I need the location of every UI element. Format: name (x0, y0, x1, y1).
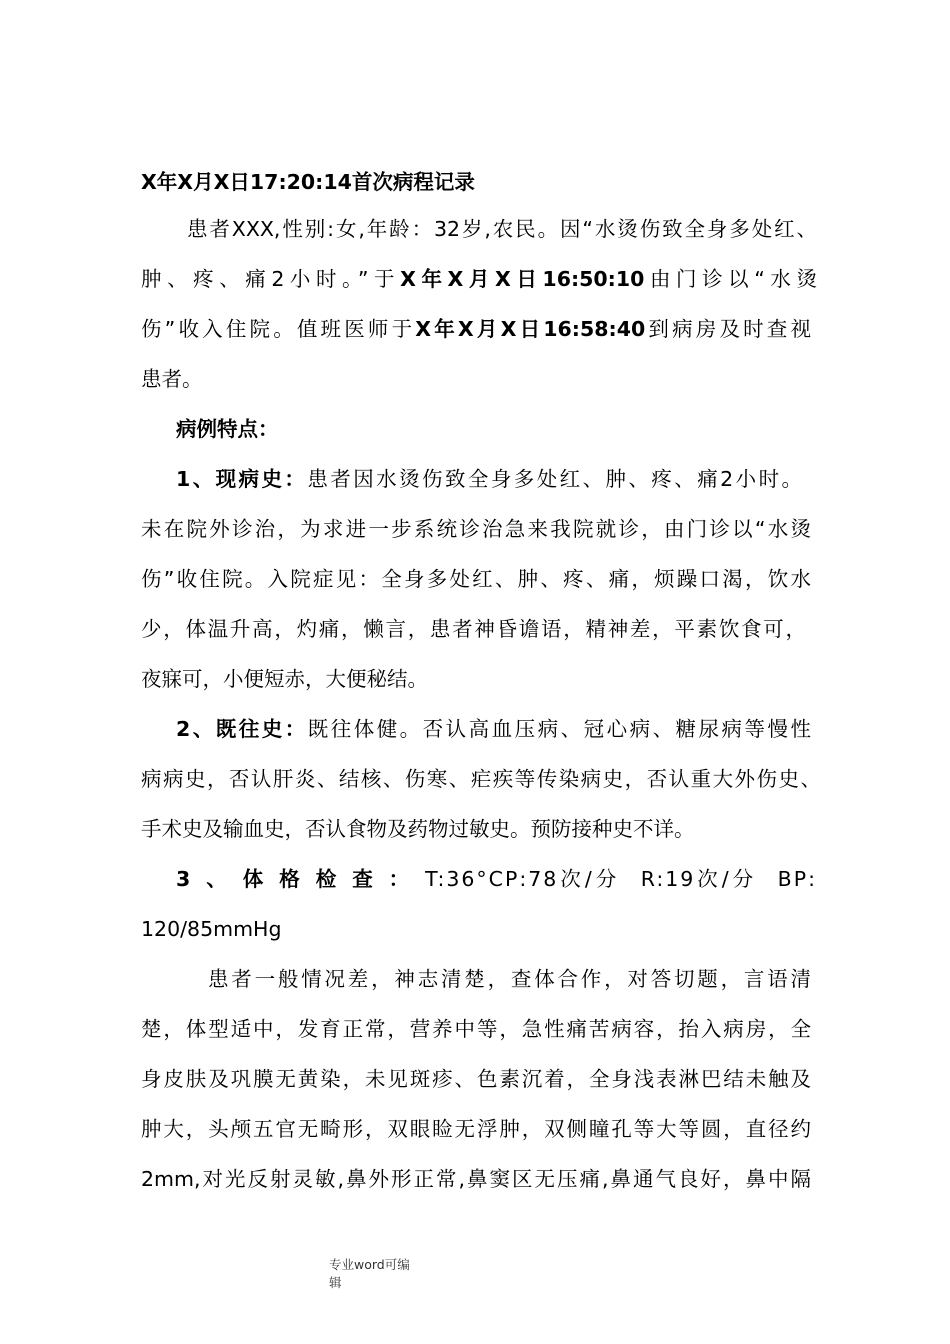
vital-signs: T:36°CP:78次/分 R:19次/分 BP: (425, 867, 817, 891)
physical-exam-heading: 3、体格检查： (176, 867, 426, 891)
intro-line-3-tail: 到病房及时查视 (645, 317, 811, 341)
page-footer (329, 1256, 410, 1292)
footer-line-1: 专业word可编 (329, 1257, 410, 1272)
present-history-heading: 1、现病史： (176, 467, 308, 491)
intro-line-2-tail: 由门诊以“水烫 (644, 267, 817, 291)
exam-line-5: 2mm,对光反射灵敏,鼻外形正常,鼻窦区无压痛,鼻通气良好，鼻中隔 (141, 1167, 811, 1191)
blood-pressure-value: 120/85mmHg (141, 917, 282, 941)
visit-time: X年X月X日16:58:40 (415, 317, 646, 341)
features-heading: 病例特点： (176, 417, 279, 441)
admission-time: X年X月X日16:50:10 (400, 267, 645, 291)
intro-line-2-text: 肿、疼、痛2小时。”于 (141, 267, 401, 291)
past-history-line-1-text: 既往体健。否认高血压病、冠心病、糖尿病等慢性 (307, 717, 812, 741)
intro-line-4: 患者。 (141, 367, 203, 391)
past-history-line-1 (176, 716, 811, 742)
exam-line-3: 身皮肤及巩膜无黄染，未见斑疹、色素沉着，全身浅表淋巴结未触及 (141, 1067, 811, 1091)
footer-line-2: 辑 (329, 1275, 342, 1290)
history-line-1 (176, 466, 802, 492)
record-title: X年X月X日17:20:14首次病程记录 (141, 170, 475, 194)
physical-exam-line-1 (176, 866, 817, 892)
exam-line-1: 患者一般情况差，神志清楚，查体合作，对答切题，言语清 (208, 967, 811, 991)
history-line-2: 未在院外诊治，为求进一步系统诊治急来我院就诊，由门诊以“水烫 (141, 517, 811, 541)
past-history-line-2: 病病史，否认肝炎、结核、伤寒、疟疾等传染病史，否认重大外伤史、 (141, 767, 821, 791)
intro-line-3 (141, 316, 811, 342)
history-line-5: 夜寐可，小便短赤，大便秘结。 (141, 667, 428, 691)
intro-line-1: 患者XXX,性别:女,年龄：32岁,农民。因“水烫伤致全身多处红、 (187, 217, 817, 241)
history-line-1-text: 患者因水烫伤致全身多处红、肿、疼、痛2小时。 (307, 467, 803, 491)
past-history-line-3: 手术史及输血史，否认食物及药物过敏史。预防接种史不详。 (141, 817, 695, 841)
intro-line-3-text: 伤”收入住院。值班医师于 (141, 317, 416, 341)
history-line-3: 伤”收住院。入院症见：全身多处红、肿、疼、痛，烦躁口渴，饮水 (141, 567, 811, 591)
exam-line-2: 楚，体型适中，发育正常，营养中等，急性痛苦病容，抬入病房，全 (141, 1017, 811, 1041)
exam-line-4: 肿大，头颅五官无畸形，双眼睑无浮肿，双侧瞳孔等大等圆，直径约 (141, 1117, 811, 1141)
history-line-4: 少，体温升高，灼痛，懒言，患者神昏谵语，精神差，平素饮食可， (141, 617, 806, 641)
past-history-heading: 2、既往史： (176, 717, 308, 741)
intro-line-2 (141, 266, 817, 292)
